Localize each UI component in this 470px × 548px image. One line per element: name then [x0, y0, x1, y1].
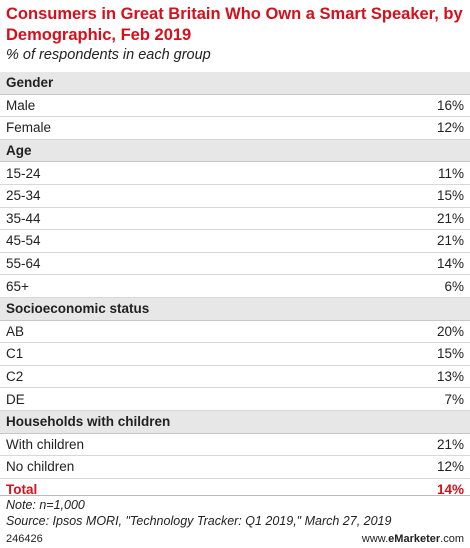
data-table	[0, 72, 470, 501]
row-value: 15%	[436, 188, 464, 204]
chart-id: 246426	[6, 532, 43, 545]
table-row	[0, 162, 470, 185]
row-value: 15%	[436, 346, 464, 362]
note-text: Note: n=1,000	[6, 498, 85, 512]
total-label: Total	[6, 482, 38, 498]
row-label: Female	[6, 120, 52, 136]
table-row	[0, 434, 470, 457]
row-label: DE	[6, 391, 25, 407]
row-label: C2	[6, 369, 24, 385]
row-value: 21%	[436, 436, 464, 452]
row-label: 25-34	[6, 188, 41, 204]
row-label: No children	[6, 459, 75, 475]
brand-prefix: www.	[361, 532, 389, 545]
brand-name: eMarketer	[388, 532, 441, 545]
table-row	[0, 185, 470, 208]
row-value: 7%	[444, 391, 464, 407]
row-label: With children	[6, 436, 85, 452]
brand-link[interactable]	[362, 533, 464, 545]
section-label: Households with children	[6, 414, 171, 430]
brand-suffix: .com	[440, 532, 464, 545]
chart-subtitle: % of respondents in each group	[6, 47, 211, 63]
row-label: Male	[6, 97, 36, 113]
notes-block	[0, 495, 470, 529]
footer	[6, 531, 464, 546]
section-label: Socioeconomic status	[6, 301, 150, 317]
row-value: 21%	[436, 233, 464, 249]
row-value: 13%	[436, 369, 464, 385]
total-value: 14%	[436, 482, 464, 498]
table-row	[0, 388, 470, 411]
table-row	[0, 343, 470, 366]
chart-title: Consumers in Great Britain Who Own a Smart Speaker, by Demographic, Feb 2019	[6, 5, 463, 44]
row-label: C1	[6, 346, 24, 362]
row-value: 16%	[436, 97, 464, 113]
section-header	[0, 140, 470, 163]
section-label: Age	[6, 143, 32, 159]
table-row	[0, 366, 470, 389]
row-value: 14%	[436, 256, 464, 272]
row-label: 35-44	[6, 210, 41, 226]
row-value: 6%	[444, 278, 464, 294]
table-row	[0, 253, 470, 276]
row-label: AB	[6, 323, 25, 339]
table-row	[0, 456, 470, 479]
section-label: Gender	[6, 75, 54, 91]
table-row	[0, 117, 470, 140]
table-row	[0, 230, 470, 253]
row-value: 21%	[436, 210, 464, 226]
section-header	[0, 411, 470, 434]
row-value: 11%	[437, 165, 464, 181]
row-label: 65+	[6, 278, 29, 294]
section-header	[0, 72, 470, 95]
row-value: 12%	[436, 120, 464, 136]
row-value: 12%	[436, 459, 464, 475]
table-row	[0, 321, 470, 344]
table-row	[0, 95, 470, 118]
source-text: Source: Ipsos MORI, "Technology Tracker: Q1 2019," March 27, 2019	[6, 513, 392, 528]
table-row	[0, 208, 470, 231]
row-label: 55-64	[6, 256, 41, 272]
table-row	[0, 275, 470, 298]
row-label: 15-24	[6, 165, 41, 181]
row-label: 45-54	[6, 233, 41, 249]
section-header	[0, 298, 470, 321]
row-value: 20%	[436, 323, 464, 339]
